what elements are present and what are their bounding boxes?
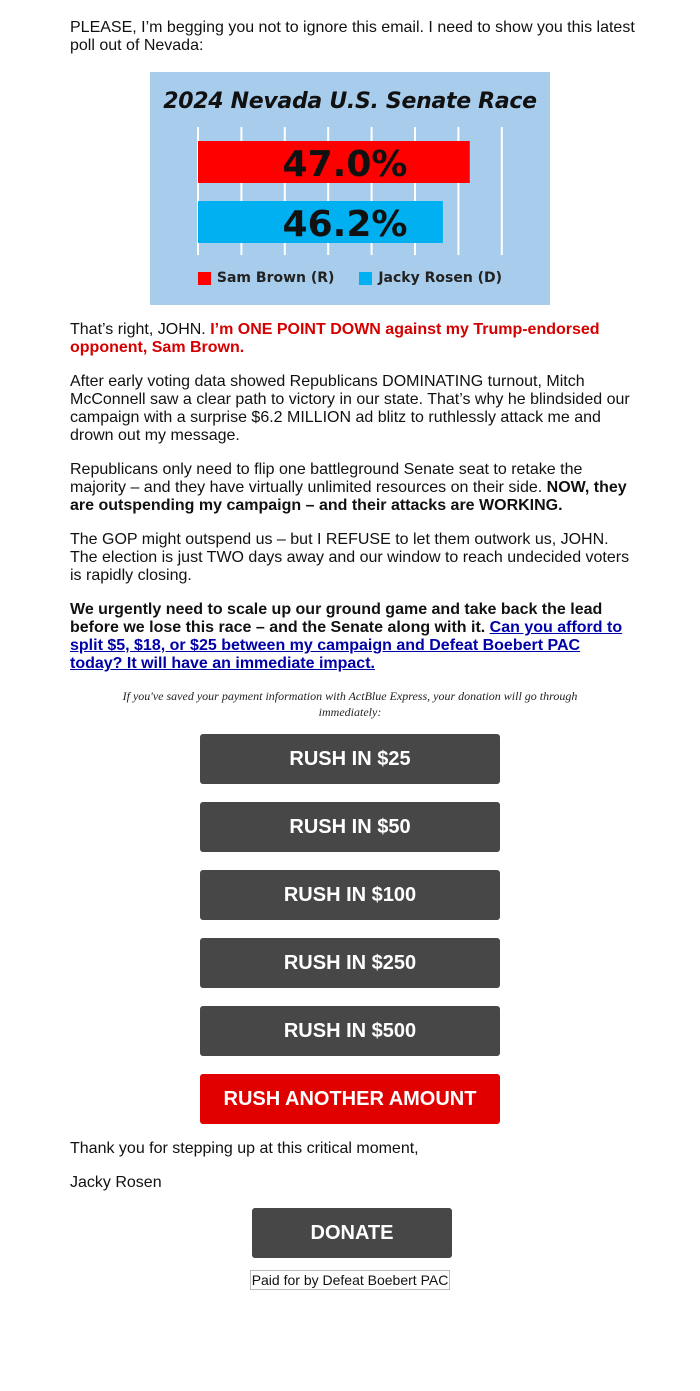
paragraph-two: After early voting data showed Republicans DOMINATING turnout, Mitch McConnell saw a clear path to victory in our state. That’s why he blindsided our campaign with a surprise $6.2 MILLION ad blitz to ruthlessly attack me and drown out my message. bbox=[70, 373, 630, 444]
para1-plain: That’s right, JOHN. bbox=[70, 321, 211, 338]
paid-for-disclaimer: Paid for by Defeat Boebert PAC bbox=[251, 1272, 449, 1288]
data-label-sam-brown: 47.0% bbox=[282, 144, 408, 185]
paragraph-one bbox=[70, 321, 635, 357]
paragraph-five bbox=[70, 601, 635, 673]
donation-ask-link[interactable]: Can you afford to split $5, $18, or $25 between my campaign and Defeat Boebert PAC today? It will have an immediate impact. bbox=[70, 619, 623, 672]
legend-label-republican: Sam Brown (R) bbox=[216, 270, 335, 286]
para3-bold: NOW, they are outspending my campaign – and their attacks are WORKING. bbox=[70, 479, 627, 514]
closing-text: Thank you for stepping up at this critical moment, bbox=[70, 1140, 419, 1157]
chart-title: 2024 Nevada U.S. Senate Race bbox=[163, 89, 537, 114]
para1-alert: I’m ONE POINT DOWN against my Trump-endorsed opponent, Sam Brown. bbox=[70, 321, 600, 356]
rush-50-button[interactable]: RUSH IN $50 bbox=[200, 802, 500, 852]
paragraph-four: The GOP might outspend us – but I REFUSE to let them outwork us, JOHN. The election is just TWO days away and our window to reach undecided voters is rapidly closing. bbox=[70, 531, 630, 584]
legend-label-democrat: Jacky Rosen (D) bbox=[378, 270, 503, 286]
paragraph-three bbox=[70, 461, 635, 515]
rush-250-button[interactable]: RUSH IN $250 bbox=[200, 938, 500, 988]
rush-500-button[interactable]: RUSH IN $500 bbox=[200, 1006, 500, 1056]
chart-legend bbox=[150, 270, 550, 289]
signature: Jacky Rosen bbox=[70, 1174, 162, 1191]
legend-swatch-democrat bbox=[359, 272, 372, 285]
rush-25-button[interactable]: RUSH IN $25 bbox=[200, 734, 500, 784]
para5-bold: We urgently need to scale up our ground game and take back the lead before we lose this race – and the Senate along with it. bbox=[70, 601, 603, 636]
data-label-jacky-rosen: 46.2% bbox=[282, 204, 408, 245]
rush-another-amount-button[interactable]: RUSH ANOTHER AMOUNT bbox=[200, 1074, 500, 1124]
legend-swatch-republican bbox=[198, 272, 211, 285]
intro-text: PLEASE, I’m begging you not to ignore this email. I need to show you this latest poll out of Nevada: bbox=[70, 19, 635, 54]
para3-plain: Republicans only need to flip one battleground Senate seat to retake the majority – and they have virtually unlimited resources on their side. bbox=[70, 461, 583, 496]
legend-item-democrat bbox=[359, 270, 502, 286]
donate-button[interactable]: DONATE bbox=[252, 1208, 452, 1258]
actblue-express-note: If you've saved your payment information with ActBlue Express, your donation will go through immediately: bbox=[122, 689, 578, 719]
poll-chart bbox=[150, 72, 550, 305]
legend-item-republican bbox=[198, 270, 335, 286]
rush-100-button[interactable]: RUSH IN $100 bbox=[200, 870, 500, 920]
